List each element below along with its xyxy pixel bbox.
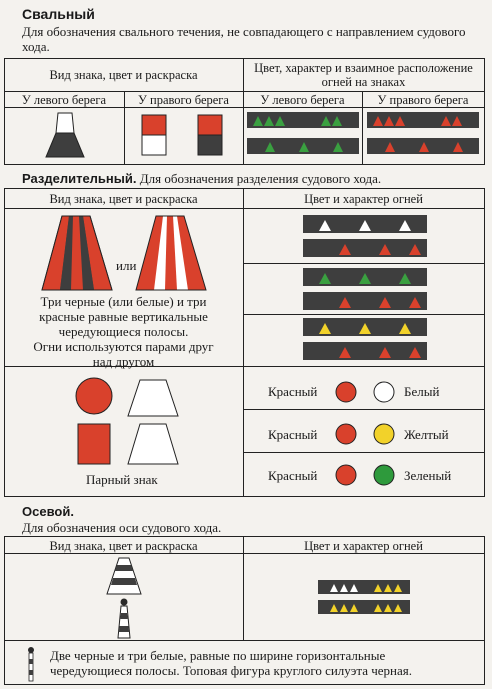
footnote-line-1: Две черные и три белые, равные по ширине горизонтальные: [50, 648, 386, 663]
lights-pair-green-red: [303, 266, 427, 314]
green-light-icon: [372, 463, 396, 487]
section2-title: Разделительный.: [22, 171, 137, 186]
pair1-right-label: Белый: [404, 384, 440, 399]
pair3-right-label: Зеленый: [404, 468, 452, 483]
white-light-icon: [372, 380, 396, 404]
caption-line-3: чередующиеся полосы.: [58, 324, 189, 339]
pair2-left-label: Красный: [268, 427, 318, 442]
lights-pair-white-red: [303, 213, 427, 261]
sub-right-bank-lights: У правого берега: [377, 93, 469, 107]
lights-left-bank: [247, 110, 361, 160]
caption-line-2: красные равные вертикальные: [39, 309, 208, 324]
pair-sign-label: Парный знак: [86, 472, 158, 487]
section1-title: Свальный: [22, 6, 95, 22]
pair2-right-label: Желтый: [404, 427, 449, 442]
caption-line-5: над другом: [92, 354, 155, 369]
lights-right-bank: [367, 110, 481, 160]
col-lights-header: Цвет, характер и взаимное расположение огней на знаках: [254, 61, 473, 89]
yellow-light-icon: [372, 422, 396, 446]
red-light-icon: [334, 380, 358, 404]
sub-left-bank-lights: У левого берега: [260, 93, 345, 107]
caption-line-4: Огни используются парами друг: [33, 339, 214, 354]
or-label: или: [116, 258, 137, 273]
section3-title: Осевой.: [22, 504, 74, 519]
section2-col-lights: Цвет и характер огней: [304, 192, 423, 206]
col-sign-header: Вид знака, цвет и раскраска: [49, 68, 198, 82]
section3-description: Для обозначения оси судового хода.: [22, 520, 222, 535]
banded-pole-sign: [112, 598, 136, 640]
small-pole-icon: [24, 646, 38, 682]
caption-line-1: Три черные (или белые) и три: [40, 294, 207, 309]
sub-right-bank: У правого берега: [138, 93, 229, 107]
section3-footnote: [50, 648, 480, 678]
lights-pair-yellow-red: [303, 316, 427, 364]
trapezoid-sign-left-bank: [40, 111, 90, 161]
pair1-left-label: Красный: [268, 384, 318, 399]
section2-heading: [22, 171, 482, 186]
section1-description: Для обозначения свального течения, не совпадающего с направлением судового хода.: [22, 24, 466, 54]
section2-description: Для обозначения разделения судового хода.: [139, 171, 382, 186]
section3-col-lights: Цвет и характер огней: [304, 539, 423, 553]
red-light-icon: [334, 463, 358, 487]
striped-trapezoid-black: [40, 212, 116, 292]
section2-caption: [4, 294, 243, 369]
red-light-icon: [334, 422, 358, 446]
footnote-line-2: чередующиеся полосы. Топовая фигура круглого силуэта черная.: [50, 663, 412, 678]
striped-trapezoid-white: [134, 212, 210, 292]
pair-sign-figures: [72, 376, 212, 472]
square-signs-right-bank: [140, 113, 230, 159]
section2-col-sign: Вид знака, цвет и раскраска: [49, 192, 198, 206]
axial-lights: [318, 578, 410, 618]
sub-left-bank: У левого берега: [21, 93, 107, 107]
pair3-left-label: Красный: [268, 468, 318, 483]
section3-col-sign: Вид знака, цвет и раскраска: [49, 539, 198, 553]
banded-cone-sign: [104, 556, 144, 596]
